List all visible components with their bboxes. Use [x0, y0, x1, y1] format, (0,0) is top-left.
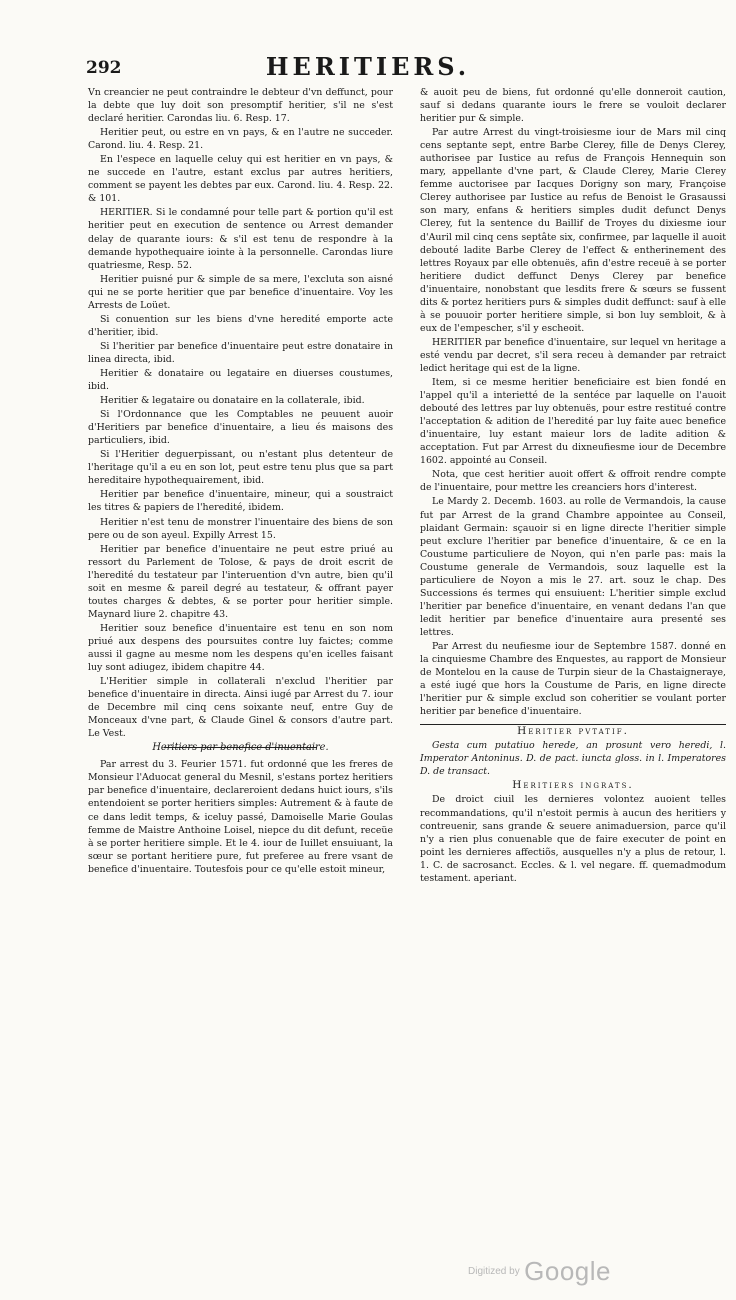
paragraph: Par autre Arrest du vingt-troisiesme iour de Mars mil cinq cens septante sept, entre Barbe Clerey, fille de Denys Clerey, authorisee par Iustice au refus de François Hennequin son mary, appellante d'vne part, & Claude Clerey, Marie Clerey femme auctorisee par Iacques Dorigny son mary, Françoise Clerey authorisee par Iustice au refus de Benoist le Grasaussi son mary, enfans & heritiers simples dudit defunct Denys Clerey, fut la sentence du Baillif de Troyes du dixiesme iour d'Auril mil cinq cens septâte six, confirmee, par laquelle il auoit debouté ladite Barbe Clerey de l'effect & entherinement des lettres Royaux par elle obtenuës, afin d'estre receuë à se porter heritiere dudict deffunct Denys Clerey par benefice d'inuentaire, nonobstant que lesdits frere & sœurs se fussent dits & portez heritiers purs & simples dudit deffunct: sauf à elle à se pouuoir porter heritiere simple, si bon luy sembloit, & à eux de l'empescher, s'il y escheoit. [420, 127, 726, 334]
section-heading-heritiers-ingrats: Heritiers ingrats. [512, 779, 634, 792]
paragraph: L'Heritier simple in collaterali n'exclud l'heritier par benefice d'inuentaire in directa. Ainsi iugé par Arrest du 7. iour de Decembre mil cinq cens soixante neuf, entre Guy de Monceaux d'vne part, & Claude Ginel & consors d'autre part. Le Vest. [88, 676, 393, 740]
paragraph: Si l'Ordonnance que les Comptables ne peuuent auoir d'Heritiers par benefice d'inuentaire, a lieu és maisons des particuliers, ibid. [88, 409, 393, 447]
section-heading-heritier-putatif: Heritier pvtatif. [517, 725, 629, 738]
paragraph: Heritier & donataire ou legataire en diuerses coustumes, ibid. [88, 367, 393, 393]
paragraph: Par arrest du 3. Feurier 1571. fut ordonné que les freres de Monsieur l'Aduocat general du Mesnil, s'estans portez heritiers par benefice d'inuentaire, declareroient dedans huict iours, s'ils entendoient se porter heritiers simples: Autrement & à faute de ce dans ledit temps, & iceluy passé, Damoiselle Marie Goulas femme de Maistre Anthoine Loisel, niepce du dit defunt, receüe à se porter heritiere simple. Et le 4. iour de Iuillet ensuiuant, la sœur se portant heritiere pure, fut preferee au frere vsant de benefice d'inuentaire. Toutesfois pour ce qu'elle estoit mineur, [88, 759, 393, 875]
paragraph: Vn creancier ne peut contraindre le debteur d'vn deffunct, pour la debte que luy doit son presomptif heritier, s'il ne s'est declaré heritier. Carondas liu. 6. Resp. 17. [88, 87, 393, 125]
paragraph: Item, si ce mesme heritier beneficiaire est bien fondé en l'appel qu'il a interietté de la sentéce par laquelle on l'auoit debouté des lettres par luy obtenuës, pour estre restitué contre l'acceptation & adition de l'heredité par luy faite auec benefice d'inuentaire, luy estant maieur lors de ladite adition & acceptation. Fut par Arrest du dixneufiesme iour de Decembre 1602. appointé au Conseil. [420, 377, 726, 467]
paragraph: Si conuention sur les biens d'vne heredité emporte acte d'heritier, ibid. [88, 313, 393, 338]
paragraph: Heritier & legataire ou donataire en la collaterale, ibid. [100, 395, 365, 407]
paragraph: Par Arrest du neufiesme iour de Septembre 1587. donné en la cinquiesme Chambre des Enquestes, au rapport de Monsieur de Montelou en la cause de Turpin sieur de la Chastaigneraye, a esté iugé que hors la Coustume de Paris, en ligne directe l'heritier pur & simple exclud son coheritier se voulant porter heritier par benefice d'inuentaire. [420, 640, 726, 718]
left-column [88, 86, 393, 877]
paragraph: Si l'heritier par benefice d'inuentaire peut estre donataire in linea directa, ibid. [88, 340, 393, 365]
paragraph: Le Mardy 2. Decemb. 1603. au rolle de Vermandois, la cause fut par Arrest de la grand Chambre appointee au Conseil, plaidant Germain: sçauoir si en ligne directe l'heritier simple peut exclure l'heritier par benefice d'inuentaire, & ce en la Coustume particuliere de Noyon, qui n'en parle pas: mais la Coustume generale de Vermandois, souz laquelle est la particuliere de Noyon a mis le 27. art. souz le chap. Des Successions és termes qui ensuiuent: L'heritier simple exclud l'heritier par benefice d'inuentaire, en venant dedans l'an que ledit heritier par benefice d'inuentaire aura presenté ses lettres. [420, 496, 726, 638]
paragraph: Heritier souz benefice d'inuentaire est tenu en son nom priué aux despens des poursuites contre luy faictes; comme aussi il gagne au mesme nom les despens qu'en icelles faisant luy sont adiugez, ibidem chapitre 44. [88, 622, 393, 674]
google-logo: Google [524, 1256, 611, 1286]
running-head-title: HERITIERS. [265, 52, 471, 81]
paragraph: Heritier peut, ou estre en vn pays, & en l'autre ne succeder. Carond. liu. 4. Resp. 21. [88, 127, 393, 152]
paragraph: De droict ciuil les dernieres volontez auoient telles recommandations, qu'il n'estoit permis à aucun des heritiers y contreuenir, sans grande & seuere animaduersion, parce qu'il n'y a rien plus conuenable que de faire executer de point en point les dernieres affectiõs, ausquelles n'y a plus de retour, l. 1. C. de sacrosanct. Eccles. & l. vel negare. ff. quemadmodum testament. aperiant. [420, 794, 726, 884]
right-column [420, 86, 726, 886]
paragraph: Heritier par benefice d'inuentaire, mineur, qui a soustraict les titres & papiers de l'heredité, ibidem. [88, 489, 393, 514]
paragraph: HERITIER par benefice d'inuentaire, sur lequel vn heritage a esté vendu par decret, s'il sera receu à demander par retraict ledict heritage qui est de la ligne. [420, 336, 726, 374]
digitized-watermark [468, 1256, 611, 1287]
paragraph: & auoit peu de biens, fut ordonné qu'elle donneroit caution, sauf si dedans quarante iours le frere se vouloit declarer heritier pur & simple. [420, 87, 726, 125]
paragraph: Heritier n'est tenu de monstrer l'inuentaire des biens de son pere ou de son ayeul. Expilly Arrest 15. [88, 516, 393, 541]
paragraph: Heritier par benefice d'inuentaire ne peut estre priué au ressort du Parlement de Tolose, & pays de droit escrit de l'heredité du testateur par l'interuention d'vn autre, bien qu'il soit en mesme & pareil degré au testateur, & offrant payer toutes charges & debtes, & se porter pour heritier simple. Maynard liure 2. chapitre 43. [88, 543, 393, 620]
paragraph: Nota, que cest heritier auoit offert & offroit rendre compte de l'inuentaire, pour mettre les creanciers hors d'interest. [420, 469, 726, 494]
paragraph: En l'espece en laquelle celuy qui est heritier en vn pays, & ne succede en l'autre, estant exclus par autres heritiers, comment se payent les debtes par eux. Carond. liu. 4. Resp. 22. & 101. [88, 154, 393, 205]
legal-citation: Gesta cum putatiuo herede, an prosunt vero heredi, l. Imperator Antoninus. D. de pact. iuncta gloss. in l. Imperatores D. de transact. [420, 740, 726, 778]
paragraph: HERITIER. Si le condamné pour telle part & portion qu'il est heritier peut en execution de sentence ou Arrest demander delay de quarante iours: & s'il est tenu de respondre à la demande hypothequaire iointe à la personnelle. Carondas liure quatriesme, Resp. 52. [88, 207, 393, 271]
watermark-prefix: Digitized by [468, 1266, 520, 1277]
paragraph: Heritier puisné pur & simple de sa mere, l'excluta son aisné qui ne se porte heritier que par benefice d'inuentaire. Voy les Arrests de Loüet. [88, 273, 393, 311]
paragraph: Si l'Heritier deguerpissant, ou n'estant plus detenteur de l'heritage qu'il a eu en son lot, peut estre tenu plus que sa part hereditaire hypothequairement, ibid. [88, 449, 393, 487]
section-heading: Heritiers par benefice d'inuentaire. [152, 742, 329, 754]
page-number: 292 [86, 58, 122, 78]
